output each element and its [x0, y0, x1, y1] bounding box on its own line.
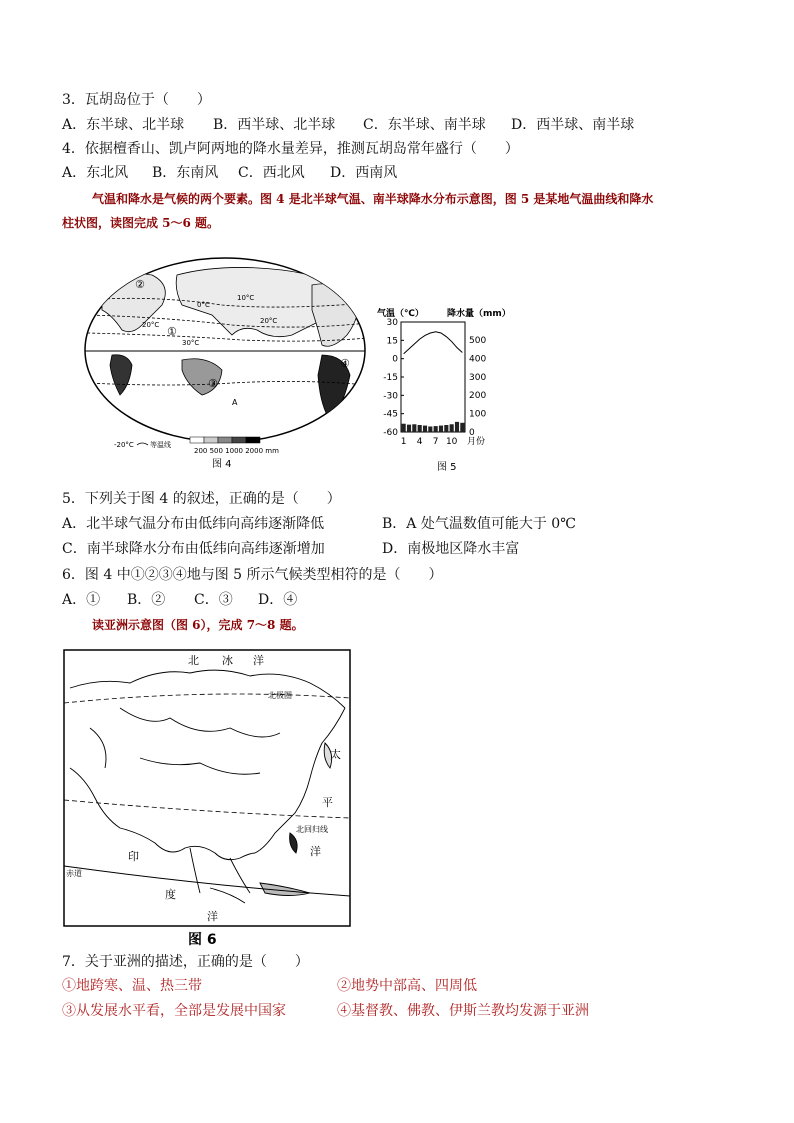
fig4-legend-scale: 200 500 1000 2000 mm: [194, 447, 279, 455]
q4-option-a[interactable]: A．东北风: [62, 165, 129, 181]
fig5-precip-bar: [428, 426, 432, 432]
fig5-precip-bar: [450, 424, 454, 432]
fig5-x-tick: 4: [416, 437, 423, 447]
fig5-left-tick: 0: [392, 354, 398, 365]
intro-5-6-line1: 气温和降水是气候的两个要素。图 4 是北半球气温、南半球降水分布示意图，图 5 是某地气温曲线和降水: [92, 192, 654, 206]
fig5-right-tick: 200: [469, 391, 487, 402]
fig6-caption: 图 6: [188, 932, 217, 948]
q7-option-2[interactable]: ②地势中部高、四周低: [337, 978, 477, 994]
figure-6-asia-map: [60, 648, 356, 950]
fig4-iso-10: 10°C: [237, 294, 255, 302]
q3-option-b[interactable]: B．西半球、北半球: [213, 117, 336, 133]
fig5-precip-bar: [460, 423, 464, 432]
q4-stem: 4．依据檀香山、凯卢阿两地的降水量差异，推测瓦胡岛常年盛行（ ）: [62, 141, 519, 157]
q4-option-b[interactable]: B．东南风: [152, 165, 219, 181]
fig5-precip-bar: [455, 422, 459, 432]
fig4-label-3: ③: [208, 377, 218, 390]
fig5-left-tick: -30: [383, 391, 398, 402]
fig6-label-bing: 冰: [222, 654, 233, 667]
fig5-precip-bar: [439, 426, 443, 432]
fig5-precip-bar: [423, 426, 427, 432]
fig5-right-tick: 500: [469, 336, 487, 346]
fig5-precip-bar: [412, 424, 416, 432]
fig5-right-title: 降水量（mm）: [447, 309, 511, 319]
fig4-label-2: ②: [135, 278, 145, 291]
fig6-label-tai: 太: [330, 748, 341, 761]
fig5-x-tick: 10: [445, 437, 458, 447]
fig5-left-tick: 30: [386, 318, 398, 328]
q7-option-3[interactable]: ③从发展水平看，全部是发展中国家: [62, 1003, 286, 1019]
fig4-label-a: A: [232, 398, 238, 407]
fig6-label-du: 度: [165, 888, 176, 901]
fig6-label-yin: 印: [128, 850, 139, 863]
fig5-right-tick: 100: [469, 409, 487, 420]
fig5-left-tick: -60: [383, 428, 398, 438]
fig6-label-bei: 北: [188, 654, 199, 667]
fig4-iso-30: 30°C: [182, 339, 200, 347]
fig5-left-tick: -15: [383, 373, 398, 383]
fig5-precip-bar: [444, 425, 448, 432]
q5-stem: 5．下列关于图 4 的叙述，正确的是（ ）: [62, 491, 341, 507]
q3-option-d[interactable]: D．西半球、南半球: [511, 117, 635, 133]
fig4-iso-0: 0°C: [197, 301, 210, 309]
fig4-iso-20b: 20°C: [142, 321, 160, 329]
fig6-label-yang3: 洋: [207, 910, 218, 923]
q5-option-d[interactable]: D．南极地区降水丰富: [382, 541, 520, 557]
q5-option-b[interactable]: B．A 处气温数值可能大于 0℃: [382, 516, 576, 532]
q6-option-c[interactable]: C．③: [194, 592, 233, 608]
fig4-caption: 图 4: [212, 459, 232, 470]
q6-option-d[interactable]: D．④: [258, 592, 298, 608]
q7-option-4[interactable]: ④基督教、佛教、伊斯兰教均发源于亚洲: [337, 1003, 589, 1019]
fig6-label-yang1: 洋: [253, 654, 264, 667]
fig6-label-equator: 赤道: [66, 869, 82, 878]
fig6-label-yang2: 洋: [310, 845, 321, 858]
fig6-label-ping: 平: [322, 796, 333, 809]
fig4-legend-iso-value: -20°C: [114, 441, 134, 449]
fig5-right-tick: 300: [469, 372, 487, 383]
fig6-label-arctic: 北极圈: [268, 691, 292, 700]
figure-4-world-map: [82, 255, 372, 470]
fig5-left-tick: -45: [383, 409, 398, 420]
fig5-right-tick: 400: [469, 354, 487, 365]
fig5-x-unit: 月份: [467, 437, 486, 447]
q6-option-a[interactable]: A．①: [62, 592, 101, 608]
fig5-right-tick: 0: [469, 428, 475, 438]
q6-stem: 6．图 4 中①②③④地与图 5 所示气候类型相符的是（ ）: [62, 567, 443, 583]
fig5-precip-bar: [418, 425, 422, 432]
q6-option-b[interactable]: B．②: [127, 592, 166, 608]
fig5-precip-bar: [407, 425, 411, 432]
intro-7-8: 读亚洲示意图（图 6），完成 7～8 题。: [92, 618, 304, 632]
fig5-x-tick: 1: [400, 437, 407, 447]
fig5-caption: 图 5: [437, 462, 457, 473]
fig4-label-1: ①: [167, 325, 177, 338]
fig5-left-title: 气温（℃）: [377, 309, 424, 319]
fig5-left-tick: 15: [386, 336, 398, 347]
fig4-label-4: ④: [340, 357, 350, 370]
fig4-iso-20a: 20°C: [260, 317, 278, 325]
fig5-x-tick: 7: [432, 437, 439, 447]
fig4-legend-iso-text: 等温线: [150, 441, 171, 449]
q7-option-1[interactable]: ①地跨寒、温、热三带: [62, 978, 202, 994]
fig5-precip-bar: [434, 426, 438, 432]
q3-option-a[interactable]: A．东半球、北半球: [62, 117, 185, 133]
q5-option-c[interactable]: C．南半球降水分布由低纬向高纬逐渐增加: [62, 541, 325, 557]
q7-stem: 7．关于亚洲的描述，正确的是（ ）: [62, 954, 309, 970]
fig5-precip-bar: [402, 424, 406, 432]
intro-5-6-line2: 柱状图，读图完成 5～6 题。: [62, 216, 220, 230]
figure-5-climate-chart: [375, 300, 535, 475]
q3-option-c[interactable]: C．东半球、南半球: [363, 117, 486, 133]
q4-option-c[interactable]: C．西北风: [238, 165, 305, 181]
q3-stem: 3．瓦胡岛位于（ ）: [62, 92, 211, 108]
q4-option-d[interactable]: D．西南风: [330, 165, 398, 181]
fig6-label-tropic: 北回归线: [296, 825, 328, 834]
fig4-precip-legend-bar: [190, 437, 260, 443]
q5-option-a[interactable]: A．北半球气温分布由低纬向高纬逐渐降低: [62, 516, 325, 532]
